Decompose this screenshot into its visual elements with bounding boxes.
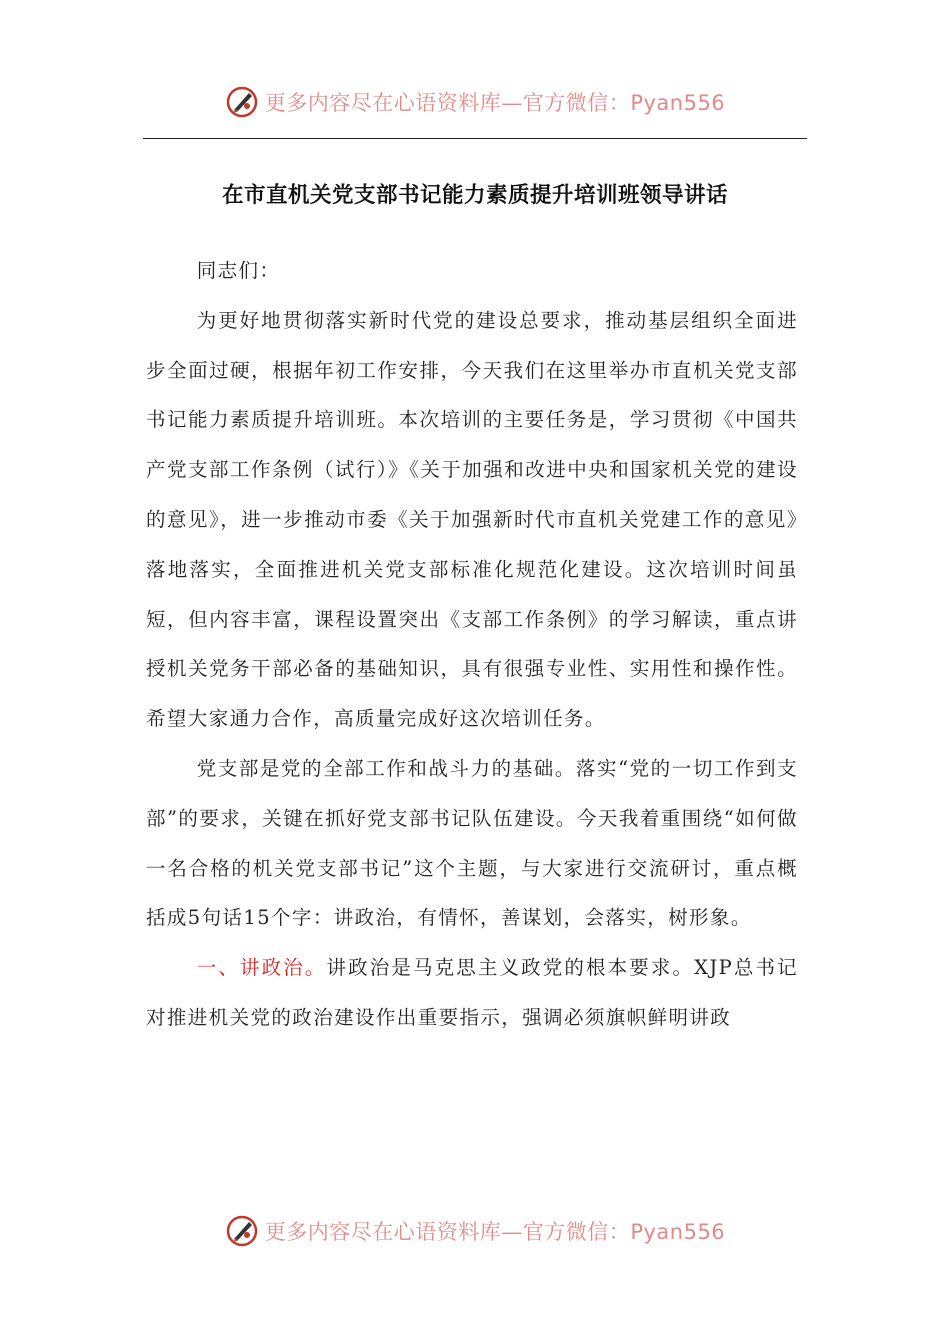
paragraph-intro: 为更好地贯彻落实新时代党的建设总要求，推动基层组织全面进步全面过硬，根据年初工作安排，今天我们在这里举办市直机关党支部书记能力素质提升培训班。本次培训的主要任务是，学习贯彻《中国共产党支部工作条例（试行）》《关于加强和改进中央和国家机关党的建设的意见》，进一步推动市委《关于加强新时代市直机关党建工作的意见》落地落实，全面推进机关党支部标准化规范化建设。这次培训时间虽短，但内容丰富，课程设置突出《支部工作条例》的学习解读，重点讲授机关党务干部必备的基础知识，具有很强专业性、实用性和操作性。希望大家通力合作，高质量完成好这次培训任务。 — [146, 308, 798, 731]
section-1-heading: 一、讲政治。 — [196, 956, 327, 980]
header-rule — [143, 138, 807, 139]
salutation: 同志们： — [196, 259, 281, 282]
banner-text: 更多内容尽在心语资料库—官方微信：Pyan556 — [264, 1220, 726, 1244]
document-body — [146, 246, 798, 1043]
quill-logo-icon — [225, 85, 259, 119]
footer-banner — [0, 1211, 950, 1251]
quill-logo-icon — [225, 1214, 259, 1248]
paragraph-branch: 党支部是党的全部工作和战斗力的基础。落实“党的一切工作到支部”的要求，关键在抓好党支部书记队伍建设。今天我着重围绕“如何做一名合格的机关党支部书记”这个主题，与大家进行交流研讨，重点概括成5句话15个字：讲政治，有情怀，善谋划，会落实，树形象。 — [146, 756, 798, 930]
section-1-body: 讲政治是马克思主义政党的根本要求。XJP总书记对推进机关党的政治建设作出重要指示，强调必须旗帜鲜明讲政 — [146, 956, 798, 1029]
document-title: 在市直机关党支部书记能力素质提升培训班领导讲话 — [221, 183, 728, 208]
header-banner — [0, 82, 950, 122]
banner-text: 更多内容尽在心语资料库—官方微信：Pyan556 — [264, 91, 726, 115]
section-1-paragraph — [146, 943, 798, 1043]
